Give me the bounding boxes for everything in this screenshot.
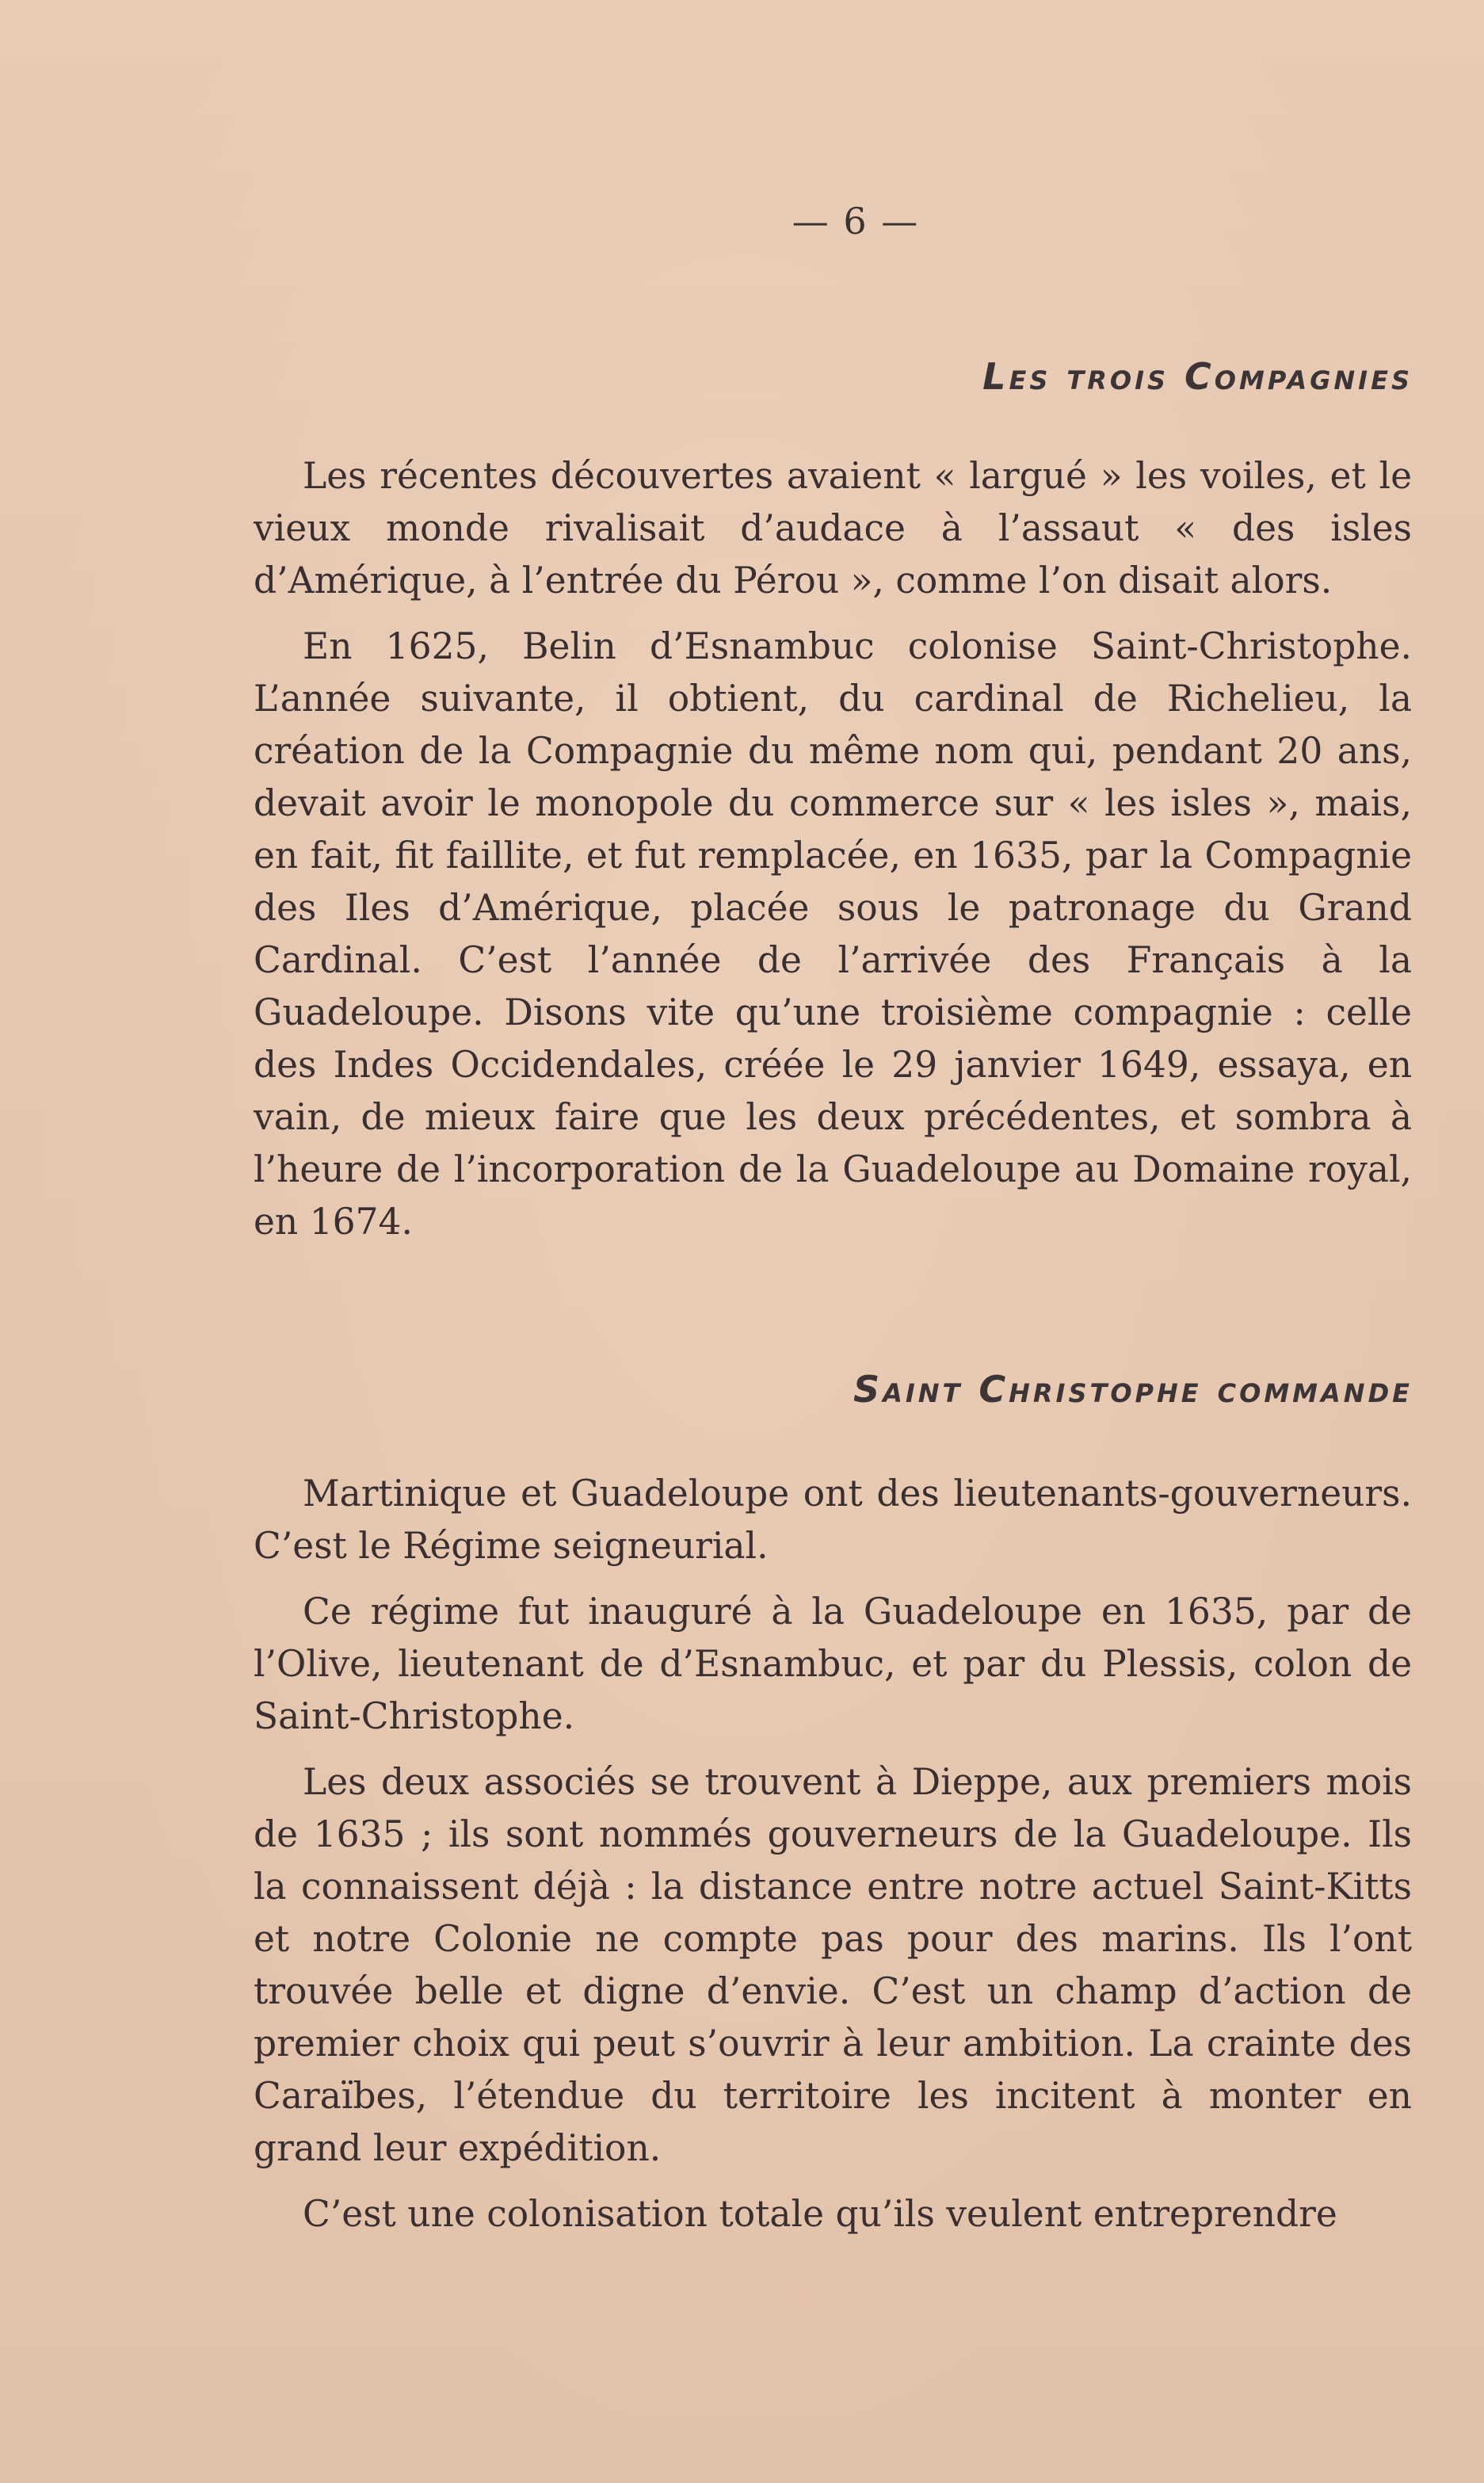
paragraph: En 1625, Belin d’Esnambuc colonise Saint-Christophe. L’année suivante, il obtient, du cardinal de Richelieu, la création de la Compagnie du même nom qui, pendant 20 ans, devait avoir le monopole du commerce sur « les isles », mais, en fait, fit faillite, et fut remplacée, en 1635, par la Compagnie des Iles d’Amérique, placée sous le patronage du Grand Cardinal. C’est l’année de l’arrivée des Français à la Guadeloupe. Disons vite qu’une troisième compagnie : celle des Indes Occidendales, créée le 29 janvier 1649, essaya, en vain, de mieux faire que les deux précédentes, et sombra à l’heure de l’incorporation de la Guadeloupe au Domaine royal, en 1674.: [254, 625, 1412, 1243]
paragraph: Martinique et Guadeloupe ont des lieutenants-gouverneurs. C’est le Régime seigneurial.: [254, 1473, 1412, 1567]
section-heading-les-trois-compagnies: Les trois Compagnies: [982, 355, 1413, 398]
section-body-les-trois-compagnies: [254, 450, 1412, 1262]
paragraph: Les récentes découvertes avaient « largué » les voiles, et le vieux monde rivalisait d’audace à l’assaut « des isles d’Amérique, à l’entrée du Pérou », comme l’on disait alors.: [254, 455, 1412, 602]
paragraph: Ce régime fut inauguré à la Guadeloupe en 1635, par de l’Olive, lieutenant de d’Esnambuc, et par du Plessis, colon de Saint-Christophe.: [254, 1591, 1412, 1737]
section-heading-saint-christophe-commande: Saint Christophe commande: [853, 1368, 1413, 1411]
page-number: — 6 —: [792, 200, 920, 243]
paragraph: Les deux associés se trouvent à Dieppe, aux premiers mois de 1635 ; ils sont nommés gouverneurs de la Guadeloupe. Ils la connaissent déjà : la distance entre notre actuel Saint-Kitts et notre Colonie ne compte pas pour des marins. Ils l’ont trouvée belle et digne d’envie. C’est un champ d’action de premier choix qui peut s’ouvrir à leur ambition. La crainte des Caraïbes, l’étendue du territoire les incitent à monter en grand leur expédition.: [254, 1761, 1412, 2169]
section-body-saint-christophe-commande: [254, 1468, 1412, 2254]
paragraph: C’est une colonisation totale qu’ils veulent entreprendre: [303, 2193, 1337, 2235]
